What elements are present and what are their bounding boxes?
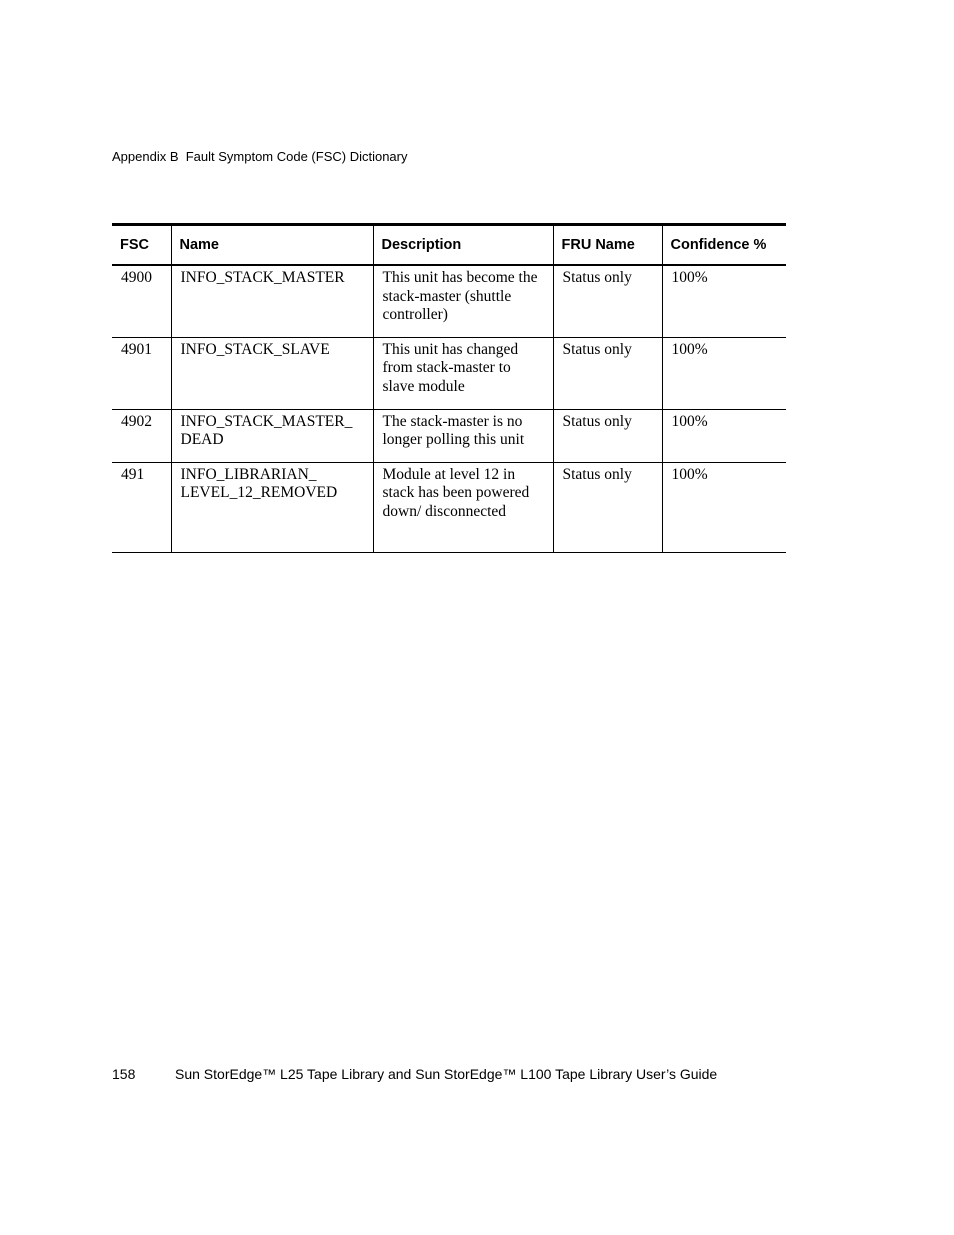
page-footer <box>112 1066 717 1082</box>
confidence-cell: 100% <box>662 265 786 337</box>
fsc-cell: 4902 <box>121 412 152 430</box>
name-cell: INFO_STACK_SLAVE <box>171 337 373 409</box>
table-header-row <box>112 225 786 266</box>
description-cell: Module at level 12 in stack has been powered down/ disconnected <box>373 462 553 552</box>
name-cell: INFO_STACK_MASTER_ DEAD <box>171 409 373 462</box>
table-row <box>112 265 786 337</box>
description-cell: The stack-master is no longer polling this unit <box>373 409 553 462</box>
fsc-cell: 491 <box>121 465 145 483</box>
column-header-description: Description <box>373 225 553 266</box>
table-row <box>112 409 786 462</box>
fsc-table <box>112 223 786 553</box>
fsc-cell: 4901 <box>121 340 152 358</box>
fru-cell: Status only <box>553 409 662 462</box>
table-row <box>112 337 786 409</box>
book-title: Sun StorEdge™ L25 Tape Library and Sun StorEdge™ L100 Tape Library User’s Guide <box>175 1066 718 1082</box>
name-cell: INFO_STACK_MASTER <box>171 265 373 337</box>
confidence-cell: 100% <box>662 409 786 462</box>
running-header: Appendix B Fault Symptom Code (FSC) Dictionary <box>112 149 408 164</box>
fru-cell: Status only <box>553 462 662 552</box>
name-cell: INFO_LIBRARIAN_ LEVEL_12_REMOVED <box>171 462 373 552</box>
page-number: 158 <box>112 1066 136 1082</box>
confidence-cell: 100% <box>662 337 786 409</box>
table-row <box>112 462 786 552</box>
fru-cell: Status only <box>553 265 662 337</box>
fsc-cell: 4900 <box>121 269 152 286</box>
column-header-fru-name: FRU Name <box>553 225 662 266</box>
column-header-fsc: FSC <box>120 237 149 253</box>
column-header-confidence: Confidence % <box>662 225 786 266</box>
fru-cell: Status only <box>553 337 662 409</box>
description-cell: This unit has become the stack-master (shuttle controller) <box>373 265 553 337</box>
confidence-cell: 100% <box>662 462 786 552</box>
column-header-name: Name <box>171 225 373 266</box>
description-cell: This unit has changed from stack-master to slave module <box>373 337 553 409</box>
